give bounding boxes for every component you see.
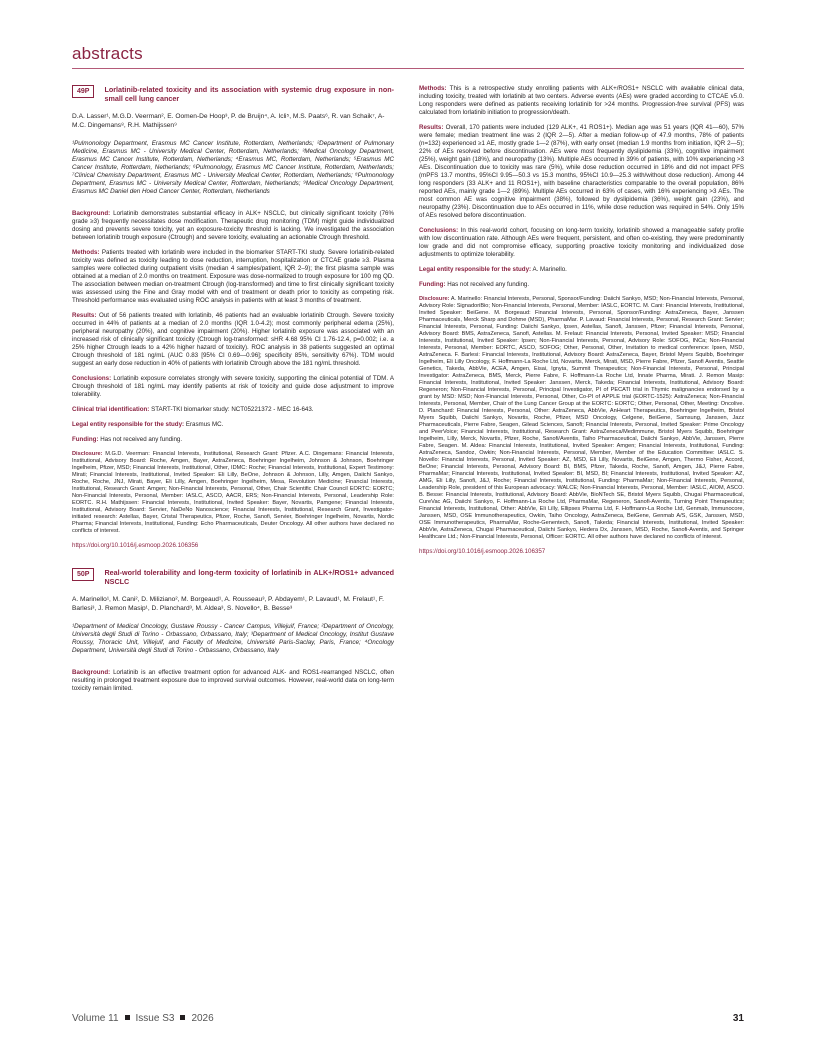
abstract-header [72, 568, 394, 586]
conclusions-label: Conclusions: [72, 375, 112, 382]
legal-entity-section [419, 266, 744, 274]
legal-entity-section [72, 421, 394, 429]
doi-link[interactable]: https://doi.org/10.1016/j.esmoop.2026.106357 [419, 548, 546, 555]
conclusions-text: Lorlatinib exposure correlates strongly with severe toxicity, supporting the clinical potential of TDM. A Ctrough threshold of 181 ng/mL may identify patients at risk of toxicity and guide dose adjustment to improve tolerability. [72, 375, 394, 398]
section-title: abstracts [72, 44, 143, 63]
background-section [72, 669, 394, 693]
conclusions-text: In this real-world cohort, focusing on long-term toxicity, lorlatinib showed a manageable safety profile with low discontinuation rate. Although AEs were frequent, persistent, and often co-existing, they were predominantly low grade and did not compromise efficacy, supporting proactive toxicity monitoring and individualized dose adjustments to optimize tolerability. [419, 227, 744, 258]
disclosure-section [72, 451, 394, 535]
left-column [72, 85, 394, 995]
trial-id-text: START-TKI biomarker study: NCT05221372 - MEC 16-643. [151, 406, 314, 413]
year-label: 2026 [191, 1013, 214, 1024]
issue-label: Issue S3 [135, 1013, 175, 1024]
background-section [72, 210, 394, 242]
conclusions-section [72, 375, 394, 399]
legal-entity-text: Erasmus MC. [185, 421, 224, 428]
funding-section [72, 436, 394, 444]
funding-label: Funding: [419, 281, 446, 288]
author-list: D.A. Lasser¹, M.G.D. Veerman², E. Oomen-De Hoop³, P. de Bruijn⁴, A. Icli⁵, M.S. Paats⁶, R. van Schaik⁷, A-M.C. Dingemans⁸, R.H. Mathijssen⁹ [72, 113, 385, 129]
results-text: Out of 56 patients treated with lorlatinib, 46 patients had an evaluable lorlatinib Ctrough. Severe toxicity occurred in 44% of patients at a median of 2.0 months (IQR 1.0-4.2); most commonly peripheral edema (25%), peripheral neuropathy (20%), and cognitive impairment (20%). Higher lorlatinib exposure was associated with an increased risk of clinically significant toxicity (Ctrough log-transformed: sHR 4.68 95% CI 1.76-12.4, p=0.002; i.e. a 25% higher Ctrough leads to a 42% higher hazard of toxicity). ROC analysis in 38 patients suggested an optimal Ctrough threshold of 181 ng/mL (AUC 0.83 [95% CI 0.69—0.96]; specificity 85%, sensitivity 67%). TDM would suggest an early dose reduction in 40% of patients with lorlatinib Ctrough above the 181 ng/mL threshold. [72, 312, 394, 367]
affiliations: ¹Pulmonology Department, Erasmus MC Cancer Institute, Rotterdam, Netherlands; ²Department of Pulmonary Medicine, Erasmus MC - University Medical Center, Rotterdam, Netherlands; ³Medical Oncology Department, Erasmus MC Cancer Institute, Rotterdam, Netherlands; ⁴Erasmus MC, Rotterdam, Netherlands; ⁵Erasmus MC Cancer Institute, Rotterdam, Netherlands; ⁶Pulmonology, Erasmus MC Cancer Institute, Rotterdam, Netherlands; ⁷Clinical Chemistry Department, Erasmus MC - University Medical Center, Rotterdam, Netherlands; ⁸Pulmonology Department, Erasmus MC - University Medical Center, Rotterdam, Netherlands; ⁹Medical Oncology Department, Erasmus MC Daniel den Hoed Cancer Center, Rotterdam, Netherlands [72, 140, 394, 195]
volume-label: Volume 11 [72, 1013, 119, 1024]
background-label: Background: [72, 669, 111, 676]
background-text: Lorlatinib is an effective treatment option for advanced ALK- and ROS1-rearranged NSCLC, often resulting in prolonged treatment exposure due to improved survival outcomes. However, real-world data on long-term toxicity remain limited. [72, 669, 394, 692]
affiliations: ¹Department of Medical Oncology, Gustave Roussy - Cancer Campus, Villejuif, France; ²Department of Oncology, Università degli Studi di Torino - Orbassano, Orbassano, Italy; ³Department of Medical Oncology, Institut Gustave Roussy, Thoracic Unit, Villejuif, and Faculty of Medicine, Université Paris-Saclay, Paris, France; ⁴Oncology Department, Università degli Studi di Torino - Orbassano, Orbassano, Italy [72, 623, 394, 654]
abstract-number: 50P [72, 568, 94, 581]
disclosure-text: A. Marinello: Financial Interests, Personal, Sponsor/Funding: Daiichi Sankyo, MSD; Non-Financial Interests, Personal, Advisory Role: SignadoriBio; Non-Financial Interests, Personal, Member: IASLC, EORTC. M. Cani: Financial Interests, Institutional, Invited Speaker: BeiGene. M. Borgeaud: Financial Interests, Personal, Sponsor/Funding: AstraZeneca, Bayer, Janssen Pharmaceuticals, Merck Sharp and Dohme (MSD), PharmaMar. P. Lavaud: Financial Interests, Personal, Research Grant: Servier; Financial Interests, Personal, Funding: Daiichi Sankyo, Ipsen, Astellas, Sanofi, Janssen, Pfizer; Financial Interests, Personal, Advisory Board: BMS, AstraZeneca, Sanofi, Astellas. M. Frelaut: Financial Interests, Personal, Invited Speaker: MSD; Financial Interests, Institutional, Invited Speaker: Ipsen; Non-Financial Interests, Personal, Advisory Role: SOFOG, INCa; Non-Financial Interests, Personal, Member: EORTC, ASCO, SOFOG; Other, Personal, Other, Invitation to medical conference: Ipsen, MSD, AstraZeneca. F. Barlesi: Financial Interests, Institutional, Advisory Board: AstraZeneca, Bayer, Bristol Myers Squibb, Boehringer Ingelheim, Eli Lilly Oncology, F. Hoffmann-La Roche Ltd, Novartis, Merck, Mirati, MSD, Pierre Fabre, Pfizer, Sanofi Aventis, Seattle Genetics, Takeda, AbbVie, ACEA, Amgen, Eisai, Ignyta, Summit Therapeutics; Non-Financial Interests, Personal, Principal Investigator: AstraZeneca, BMS, Merck, Pierre Fabre, F. Hoffmann-La Roche Ltd, Innate Pharma, Mirati. J. Remon Masip: Financial Interests, Institutional, Invited Speaker: Janssen, Merck, Takeda; Financial Interests, Institutional, Advisory Board: Regeneron; Non-Financial Interests, Personal, Principal Investigator, PI of PECATI trial in Thymic malignancies endorsed by a grant by MSD: MSD; Non-Financial Interests, Personal, Other, Co-PI of APPLE trial (EORTC-1525): AstraZeneca; Non-Financial Interests, Personal, Member, Chair of the Lung Cancer Group at the EORTC: EORTC; Other, Personal, Other, Meeting: Oncolive. D. Planchard: Financial Interests, Personal, Other: AstraZeneca, AbbVie, AnHeart Therapeutics, Boehringer Ingelheim, Bristol Myers Squibb, Daiichi Sankyo, Novartis, Roche, Pfizer, MSD Oncology, Celgene, BeiGene, Samsung, Janssen, Jazz Pharmaceuticals, Pierre Fabre, Seagen, Gilead Sciences, Sanofi; Financial Interests, Personal, Invited Speaker: Prime Oncology and PeerVoice; Financial Interests, Institutional, Research Grant: AstraZeneca/Medimmune, Bristol Myers Squibb, Boehringer Ingelheim, Lilly, Merck, Novartis, Pfizer, Roche, Sanofi/Aventis, Taiho Pharmaceutical, Daiichi Sankyo, AbbVie, Janssen, Pierre Fabre, Seagen. M. Aldea: Financial Interests, Institutional, Invited Speaker: Amgen; Financial Interests, Institutional, Funding: AstraZeneca, Sandoz, Owkin; Non-Financial Interests, Personal, Member, Member of the Education Committee: IASLC. S. Novello: Financial Interests, Personal, Invited Speaker: AZ, MSD, Eli Lilly, Novartis, BeiGene, Amgen, Thermo Fisher, Accord, BeOne; Financial Interests, Personal, Advisory Board: BI, BMS, Pfizer, Takeda, Roche, Sanofi, Amgen, J&J, Pierre Fabre, PharmaMar; Financial Interests, Institutional, Invited Speaker: BI, MSD, BI; Financial Interests, Institutional, Invited Speaker: AZ, AMG, Eli Lilly, Sanofi, J&J, Roche; Financial Interests, Institutional, Funding: PharmaMar; Non-Financial Interests, Personal, Leadership Role, president of this European advocacy: WALCE; Non-Financial Interests, Personal, Member: IASLC, AIOM, ASCO. B. Besse: Financial Interests, Institutional, Advisory Board: AbbVie, BioNTech SE, Bristol Myers Squibb, Chugai Pharmaceutical, CureVac AG, Daiichi Sankyo, F. Hoffmann-La Roche Ltd, PharmaMar, Regeneron, Sanofi-Aventis, Turning Point Therapeutics; Financial Interests, Institutional, Other: AbbVie, Eli Lilly, Ellipses Pharma Ltd, F. Hoffmann-La Roche Ltd, Genmab, Immunocore, Janssen, MSD, OSE Immunotherapeutics, Owkin, Taiho Oncology, AstraZeneca, BeiGene, Genmab A/S, GSK, Janssen, MSD, OSE Immunotherapeutics, PharmaMar, Roche-Genentech, Sanofi, Takeda; Financial Interests, Institutional, Invited Speaker: AbbVie, AstraZeneca, Chugai Pharmaceutical, Daiichi Sankyo, Hedera Dx, Janssen, MSD, Roche, Sanofi-Aventis, and Springer Healthcare Ltd.; Non-Financial Interests, Personal, Officer: EORTC. All other authors have declared no conflicts of interest. [419, 296, 744, 540]
trial-id-label: Clinical trial identification: [72, 406, 150, 413]
results-label: Results: [72, 312, 97, 319]
legal-entity-text: A. Marinello. [532, 266, 567, 273]
background-text: Lorlatinib demonstrates substantial efficacy in ALK+ NSCLC, but clinically significant toxicity (76% grade ≥3) frequently necessitates dose modification. Therapeutic drug monitoring (TDM) might guide individualized dosing and prevents severe toxicity, yet an exposure-toxicity threshold is lacking. We investigated the association between lorlatinib trough exposure (Ctrough) and severe toxicity, evaluating an actionable Ctrough threshold. [72, 210, 394, 241]
results-section [419, 124, 744, 220]
disclosure-label: Disclosure: [72, 451, 103, 457]
methods-text: This is a retrospective study enrolling patients with ALK+/ROS1+ NSCLC with available clinical data, including toxicity, treated with lorlatinib at two centers. Adverse events (AEs) were graded according to CTCAE v5.0. Long responders were defined as patients receiving lorlatinib for >24 months. Progression-free survival (PFS) was calculated from lorlatinib initiation to progression/death. [419, 85, 744, 116]
results-section [72, 312, 394, 368]
results-text: Overall, 170 patients were included (129 ALK+, 41 ROS1+). Median age was 51 years (IQR 41—60), 57% were female; median treatment line was 2 (IQR 2—5). After a median follow-up of 47.9 months, 78% of patients (n=132) experienced ≥1 AE, mostly grade 1—2 (87%), with early onset (median 1.9 months from initiation, IQR 2—5); 22% of AEs resolved before discontinuation. AEs were most frequently dyslipidemia (33%), cognitive impairment (25%), weight gain (18%), and neuropathy (13%). Multiple AEs occurred in 39% of patients, with 10% experiencing >3 AEs. Discontinuation due to toxicity was rare (5%), while dose reduction occurred in 18% and did not impact PFS (mPFS 13.7 months, 95%CI 9.95—50.3 vs 15.3 months, 95%CI 10.9—25.3 with/without dose reduction). Among 44 long responders (33 ALK+ and 11 ROS1+), with baseline characteristics comparable to the overall population, 86% reported AEs, mainly grade 1—2 (89%). Multiple AEs occurred in 63% of cases, with 16% experiencing >3 AEs. The most common AE was cognitive impairment (38%), followed by dyslipidemia (36%), weight gain (23%), and neuropathy (23%). Discontinuation due to AEs occurred in 11%, while dose reduction was required in 54%. Only 15% of AEs resolved before discontinuation. [419, 124, 744, 219]
disclosure-text: M.G.D. Veerman: Financial Interests, Institutional, Research Grant: Pfizer. A.C. Dingemans: Financial Interests, Institutional, Advisory Board: Roche, Amgen, Bayer, AstraZeneca, Boehringer Ingelheim, Johnson & Johnson, Boehringer Ingelheim, Pfizer, MSD; Financial Interests, Institutional, Other, IDMC: Roche; Financial Interests, Institutional, Expert Testimony: Mirati; Financial Interests, Institutional, Invited Speaker: Eli Lilly, BeOne, Johnson & Johnson, Lilly, Amgen, Daiichi Sankyo, Roche, Roche, JNJ, Mirati, Bayer, Eli Lilly, Amgen, Boehringer Ingelheim, Mesa, Revolution Medicine; Financial Interests, Institutional, Research Grant: Amgen; Non-Financial Interests, Personal, Other, Chair Scientific Chair Council EORTC: EORTC; Non-Financial Interests, Personal, Member: IASLC, ASCO, AACR, ERS; Non-Financial Interests, Personal, Leadership Role: EORTC. R.H. Mathijssen: Financial Interests, Institutional, Invited Speaker: Bayer, Novartis, Pamgene; Financial Interests, Institutional, Advisory Board: Servier, NaDeNo Nanoscience; Financial Interests, Institutional, Research Grant, Investigator-initiated research: Astellas, Bayer, Cristal Therapeutics, Pfizer, Roche, Sanofi, Servier, Boehringer Ingelheim, Novartis, Nordic Pharma; Financial Interests, Institutional, Funding: Echo Pharmaceuticals, Deuter Oncology. All other authors have declared no conflicts of interest. [72, 451, 394, 534]
methods-section [419, 85, 744, 117]
abstract-title: Lorlatinib-related toxicity and its association with systemic drug exposure in non-small cell lung cancer [104, 85, 394, 103]
funding-section [419, 281, 744, 289]
abstract-50p [72, 568, 394, 693]
funding-text: Has not received any funding. [447, 281, 530, 288]
methods-label: Methods: [72, 249, 100, 256]
conclusions-label: Conclusions: [419, 227, 459, 234]
abstract-number: 49P [72, 85, 94, 98]
right-column [419, 85, 744, 845]
methods-label: Methods: [419, 85, 447, 92]
background-label: Background: [72, 210, 111, 217]
separator-square-icon [180, 1015, 185, 1020]
funding-text: Has not received any funding. [100, 436, 183, 443]
methods-section [72, 249, 394, 305]
abstract-49p [72, 85, 394, 550]
abstract-header [72, 85, 394, 103]
legal-entity-label: Legal entity responsible for the study: [72, 421, 185, 428]
doi-link[interactable]: https://doi.org/10.1016/j.esmoop.2026.106356 [72, 542, 199, 549]
legal-entity-label: Legal entity responsible for the study: [419, 266, 532, 273]
header-divider [72, 68, 744, 69]
page-number: 31 [732, 1013, 744, 1024]
abstract-title: Real-world tolerability and long-term toxicity of lorlatinib in ALK+/ROS1+ advanced NSCLC [104, 568, 394, 586]
funding-label: Funding: [72, 436, 99, 443]
disclosure-section [419, 296, 744, 541]
results-label: Results: [419, 124, 444, 131]
conclusions-section [419, 227, 744, 259]
author-list: A. Marinello¹, M. Cani², D. Miliziano², M. Borgeaud¹, A. Rousseau³, P. Abdayem¹, P. Lavaud¹, M. Frelaut¹, F. Barlesi³, J. Remon Masip¹, D. Planchard³, M. Aldea³, S. Novello⁴, B. Besse³ [72, 596, 384, 612]
separator-square-icon [125, 1015, 130, 1020]
disclosure-label: Disclosure: [419, 296, 450, 302]
trial-id-section [72, 406, 394, 414]
methods-text: Patients treated with lorlatinib were included in the biomarker START-TKI study. Severe lorlatinib-related toxicity was defined as toxicity leading to dose reduction, interruption, hospitalization or CTCAE grade ≥3. Plasma samples were collected during outpatient visits (median 4 samples/patient, IQR 2–9); the first plasma sample was obtained at a median of 2.0 months on treatment. Exposure was dose-normalized to trough exposure for 100 mg QD. The association between median on-treatment Ctrough (log-transformed) and time to first clinically significant toxicity was assessed using the Fine and Gray model with end of treatment or death prior to toxicity as competing risk. Threshold performance was evaluated using ROC analysis in patients with at least 3 months of treatment. [72, 249, 394, 304]
page-footer [72, 1013, 744, 1024]
